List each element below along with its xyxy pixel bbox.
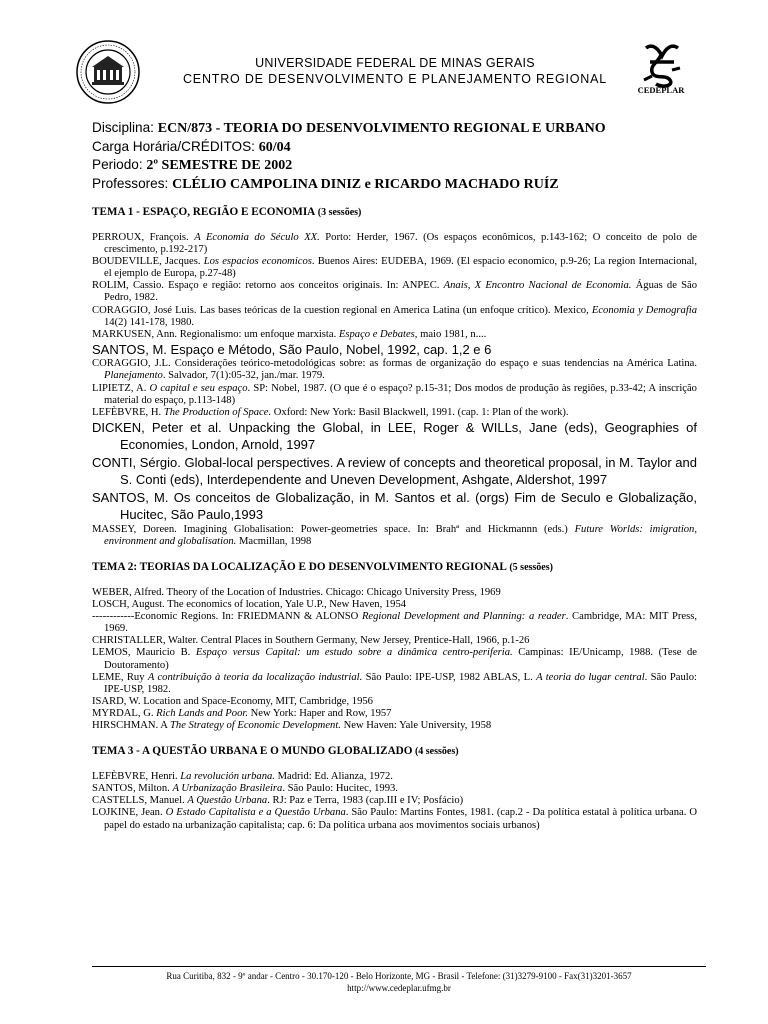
section-title: TEMA 1 - ESPAÇO, REGIÃO E ECONOMIA — [92, 206, 316, 218]
reference-entry — [92, 720, 697, 732]
reference-entry — [92, 635, 697, 647]
reference-entry — [92, 232, 697, 256]
reference-text: LOJKINE, Jean. — [92, 807, 166, 819]
reference-title: Economia y Demografia — [591, 304, 698, 316]
reference-text: ISARD, W. Location and Space-Economy, MIT, Cambridge, 1956 — [92, 695, 373, 707]
reference-text: 14(2) 141-178, 1980. — [104, 316, 195, 328]
section-heading — [92, 745, 697, 757]
reference-entry — [92, 795, 697, 807]
reference-text: SANTOS, Milton. — [92, 783, 173, 795]
reference-text: CORAGGIO, J.L. Considerações teórico-metodológicas sobre: as formas de organização do espaço e suas tendencias na América Latina. — [92, 358, 697, 370]
reference-entry — [92, 807, 697, 831]
section-sessions: (4 sessões) — [412, 746, 459, 758]
reference-entry — [92, 454, 697, 489]
bibliography — [92, 206, 697, 845]
reference-list — [92, 587, 697, 732]
reference-text: New Haven: Yale University, 1958 — [340, 720, 492, 732]
reference-text: . São Paulo: Martins Fontes, 1981. (cap.2 - Da política estatal à política urbana. O papel do estado na urbanização capitalista; cap. 6: Da política urbana aos movimentos sociais urbanos) — [104, 807, 697, 831]
reference-text: LEME, Ruy — [92, 671, 148, 683]
professores-value: CLÉLIO CAMPOLINA DINIZ e RICARDO MACHADO RUÍZ — [172, 176, 559, 192]
section-sessions: (3 sessões) — [315, 207, 362, 218]
reference-entry — [92, 280, 697, 304]
reference-text: LOSCH, August. The economics of location, Yale U.P., New Haven, 1954 — [92, 599, 407, 611]
reference-entry — [92, 708, 697, 720]
reference-title: A Questão Urbana — [187, 795, 268, 807]
reference-title: The Strategy of Economic Development. — [170, 720, 341, 732]
letterhead — [0, 0, 768, 110]
reference-text: PERROUX, François. — [92, 232, 195, 243]
reference-title: O Estado Capitalista e a Questão Urbana — [165, 807, 346, 819]
carga-row — [92, 138, 712, 157]
university-seal-icon — [76, 40, 140, 104]
reference-text: New York: Haper and Row, 1957 — [247, 707, 392, 719]
reference-title: Future Worlds: imigration, environment and globalisation. — [104, 523, 698, 547]
reference-text: Campinas: IE/Unicamp, 1988. (Tese de Doutoramento) — [104, 647, 698, 671]
reference-text: SANTOS, M. Espaço e Método, São Paulo, Nobel, 1992, cap. 1,2 e 6 — [92, 341, 492, 357]
reference-entry — [92, 407, 697, 419]
footer-divider — [92, 966, 706, 967]
reference-list — [92, 232, 697, 548]
reference-title: A contribuição à teoria da localização industrial. — [147, 671, 363, 683]
reference-entry — [92, 341, 697, 359]
reference-entry — [92, 696, 697, 708]
reference-entry — [92, 489, 697, 524]
reference-text: MASSEY, Doreen. Imagining Globalisation: Power-geometries space. In: Brahª and Hickmannn (eds.) — [92, 523, 575, 535]
reference-text: Porto: Herder, 1967. (Os espaços econômicos, p.143-162; O conceito de polo de crescimento, p.192-217) — [104, 232, 698, 256]
reference-title: A Urbanização Brasileira — [172, 783, 283, 795]
reference-title: Rich Lands and Poor. — [156, 707, 248, 719]
reference-title: The Production of Space. — [163, 406, 272, 418]
reference-title: A teoria do lugar central — [536, 671, 645, 683]
reference-list — [92, 771, 697, 831]
reference-title: Espaço e Debates — [338, 328, 415, 340]
reference-entry — [92, 771, 697, 783]
reference-text: WEBER, Alfred. Theory of the Location of Industries. Chicago: Chicago University Press, 1969 — [92, 587, 501, 598]
reference-title: O capital e seu espaço — [149, 382, 248, 394]
reference-text: HIRSCHMAN. A — [92, 720, 170, 732]
university-name: UNIVERSIDADE FEDERAL DE MINAS GERAIS — [255, 56, 535, 70]
reference-text: , maio 1981, n.... — [414, 328, 487, 340]
periodo-value: 2º SEMESTRE DE 2002 — [146, 158, 293, 173]
reference-text: Madrid: Ed. Alianza, 1972. — [274, 771, 393, 783]
reference-entry — [92, 599, 697, 611]
disciplina-row — [92, 119, 712, 138]
reference-text: . Buenos Aires: EUDEBA, 1969. (El espacio economico, p.9-26; La region Internacional, el ejemplo de Europa, p.27-48) — [104, 256, 698, 280]
periodo-row — [92, 156, 712, 175]
reference-text: SANTOS, M. Os conceitos de Globalização, in M. Santos et al. (orgs) Fim de Seculo e Globalização, Hucitec, São Paulo,1993 — [92, 489, 697, 523]
reference-entry — [92, 419, 697, 454]
reference-entry — [92, 672, 697, 696]
center-name: CENTRO DE DESENVOLVIMENTO E PLANEJAMENTO REGIONAL — [182, 72, 607, 86]
reference-title: La revolución urbana. — [180, 771, 275, 783]
footer-address: Rua Curitiba, 832 - 9º andar - Centro - 30.170-120 - Belo Horizonte, MG - Brasil - Telefone: (31)3279-9100 - Fax(31)3201-3657 — [166, 971, 632, 981]
disciplina-value: ECN/873 - TEORIA DO DESENVOLVIMENTO REGIONAL E URBANO — [157, 121, 606, 136]
reference-title: Regional Development and Planning: a reader — [361, 611, 566, 623]
reference-entry — [92, 587, 697, 599]
reference-text: ROLIM, Cassio. Espaço e região: retorno aos conceitos originais. In: ANPEC. — [92, 280, 444, 292]
section-title: TEMA 2: TEORIAS DA LOCALIZAÇÃO E DO DESENVOLVIMENTO REGIONAL — [92, 561, 507, 573]
reference-text: . São Paulo: Hucitec, 1993. — [282, 783, 398, 795]
reference-entry — [92, 611, 697, 635]
reference-text: . Cambridge, MA: MIT Press, 1969. — [104, 611, 697, 635]
reference-text: ------------Economic Regions. In: FRIEDMANN & ALONSO — [92, 611, 362, 623]
disciplina-label: Disciplina: — [92, 120, 158, 135]
reference-title: Planejamento — [104, 370, 163, 382]
reference-text: MYRDAL, G. — [92, 707, 157, 719]
reference-text: DICKEN, Peter et al. Unpacking the Global, in LEE, Roger & WILLs, Jane (eds), Geographies of Economies, London, Arnold, 1997 — [92, 419, 697, 453]
periodo-label: Periodo: — [92, 157, 147, 172]
reference-text: LEFÈBVRE, H. — [92, 406, 164, 418]
reference-text: LEFÈBVRE, Henri. — [92, 771, 181, 783]
reference-text: Águas de São Pedro, 1982. — [104, 280, 697, 304]
reference-text: . RJ: Paz e Terra, 1983 (cap.III e IV; Posfácio) — [267, 795, 464, 807]
reference-text: LEMOS, Mauricio B. — [92, 647, 196, 659]
reference-entry — [92, 329, 697, 341]
reference-entry — [92, 783, 697, 795]
reference-text: Macmillan, 1998 — [236, 535, 312, 547]
reference-text: São Paulo: IPE-USP, 1982 ABLAS, L. — [362, 671, 537, 683]
reference-entry — [92, 256, 697, 280]
reference-entry — [92, 647, 697, 671]
reference-title: Anais, X Encontro Nacional de Economia. — [443, 280, 632, 292]
logo-label: CEDEPLAR — [637, 85, 685, 95]
course-details — [92, 119, 712, 193]
reference-text: MARKUSEN, Ann. Regionalismo: um enfoque marxista. — [92, 328, 339, 340]
footer-url: http://www.cedeplar.ufmg.br — [347, 983, 451, 993]
carga-value: 60/04 — [258, 139, 291, 155]
reference-text: CASTELLS, Manuel. — [92, 795, 188, 807]
reference-entry — [92, 383, 697, 407]
reference-title: A Economia do Século XX. — [194, 232, 320, 243]
reference-entry — [92, 358, 697, 382]
professores-row — [92, 175, 712, 194]
reference-text: Oxford: New York: Basil Blackwell, 1991. (cap. 1: Plan of the work). — [271, 406, 569, 418]
reference-entry — [92, 305, 697, 329]
reference-text: BOUDEVILLE, Jacques. — [92, 256, 204, 268]
reference-text: CORAGGIO, José Luis. Las bases teóricas de la cuestion regional en America Latina (un enfoque crítico). Mexico, — [92, 304, 592, 316]
cedeplar-logo-icon — [636, 40, 688, 90]
reference-title: Los espacios economicos — [203, 256, 312, 268]
section-sessions: (5 sessões) — [506, 562, 553, 573]
professores-label: Professores: — [92, 175, 173, 191]
reference-text: . SP: Nobel, 1987. (O que é o espaço? p.15-31; Dos modos de produção às regiões, p.33-42; A inscrição material do espaço, p.113-148) — [104, 382, 697, 406]
reference-title: Espaço versus Capital: um estudo sobre a dinâmica centro-periferia. — [195, 647, 513, 659]
carga-label: Carga Horária/CRÉDITOS: — [92, 138, 259, 154]
reference-text: LIPIETZ, A. — [92, 382, 150, 394]
reference-entry — [92, 524, 697, 548]
reference-text: CHRISTALLER, Walter. Central Places in Southern Germany, New Jersey, Prentice-Hall, 1966, p.1-26 — [92, 635, 530, 647]
reference-text: . São Paulo: IPE-USP, 1982. — [104, 671, 697, 695]
section-heading — [92, 206, 697, 218]
reference-text: CONTI, Sérgio. Global-local perspectives. A review of concepts and theoretical proposal, in M. Taylor and S. Conti (eds), Interdependente and Uneven Development, Ashgate, Aldershot, 1997 — [92, 454, 697, 488]
reference-text: . Salvador, 7(1):05-32, jan./mar. 1979. — [162, 370, 325, 382]
section-heading — [92, 561, 697, 573]
section-title: TEMA 3 - A QUESTÃO URBANA E O MUNDO GLOBALIZADO — [92, 745, 413, 758]
